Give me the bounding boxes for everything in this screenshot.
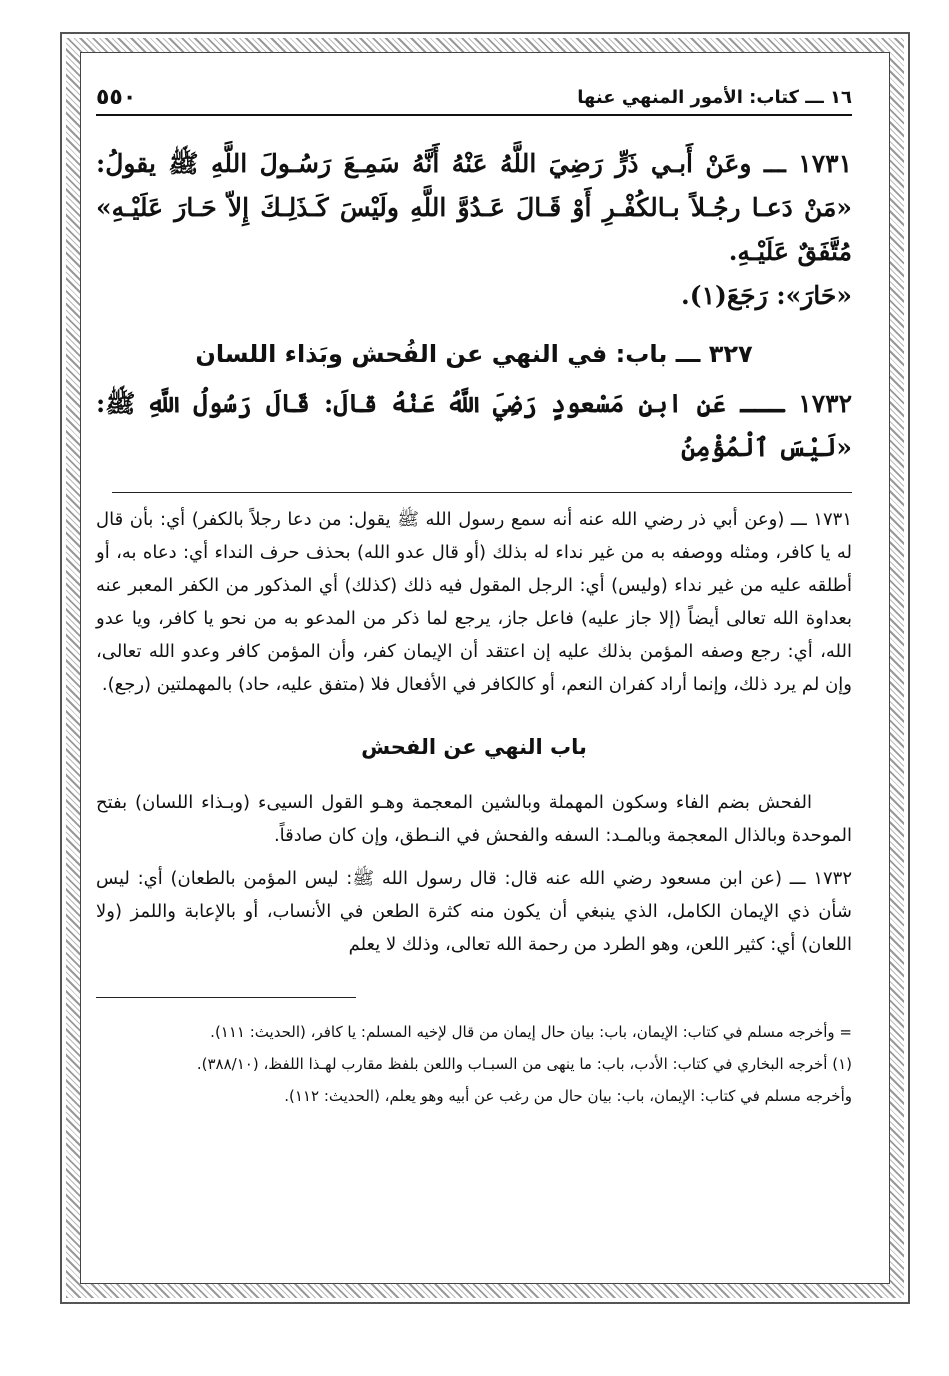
commentary-subheading: باب النهي عن الفحش [361, 735, 587, 759]
chapter-heading-327: ٣٢٧ ـــ باب: في النهي عن الفُحش وبَذاء اللسان [195, 340, 753, 368]
text-commentary-divider [112, 492, 852, 493]
hadith-1732: ١٧٣٢ ـــ عَنِ ابنِ مَسْعودٍ رَضِيَ اللَّهُ عَنْهُ قالَ: قَالَ رَسُولُ اللَّهِ ﷺ: «لَيْسَ ٱلْمُؤْمِنُ [96, 389, 852, 462]
page-number: ٥٥٠ [96, 85, 137, 110]
book-page [96, 66, 852, 1276]
footnote-divider [96, 997, 356, 998]
commentary-1732: ١٧٣٢ ـــ (عن ابن مسعود رضي الله عنه قال: قال رسول الله ﷺ: ليس المؤمن بالطعان) أي: ليس شأن ذي الإيمان الكامل، الذي ينبغي أن يكون منه كثرة الطعن في الأنساب، أو بالإعابة واللمز (ولا اللعان) أي: كثير اللعن، وهو الطرد من رحمة الله تعالى، وذلك لا يعلم [96, 868, 852, 955]
hadith-1731-gloss: «حَارَ»: رَجَعَ(١). [681, 281, 852, 310]
footnote-1-second: وأخرجه مسلم في كتاب: الإيمان، باب: بيان حال من رغب عن أبيه وهو يعلم، (الحديث: ١١٢). [284, 1087, 852, 1105]
commentary-fahsh: الفحش بضم الفاء وسكون المهملة وبالشين المعجمة وهـو القول السيىء (وبـذاء اللسان) بفتح الموحدة وبالذال المعجمة وبالمـد: السفه والفحش في النـطق، وإن كان صادقاً. [96, 792, 852, 846]
commentary-1731: ١٧٣١ ـــ (وعن أبي ذر رضي الله عنه أنه سمع رسول الله ﷺ يقول: من دعا رجلاً بالكفر) أي: بأن قال له يا كافر، ومثله ووصفه به من غير نداء له بذلك (أو قال عدو الله) بحذف حرف النداء أي: دعاه به، أو أطلقه عليه من غير نداء (وليس) أي: الرجل المقول فيه ذلك (كذلك) أي المذكور من الكفر المعبر عنه بعداوة الله تعالى أيضاً (إلا جاز عليه) فاعل جاز، يرجع لما ذكر من المدعو به من نحو يا كافر، ويا عدو الله، أي: رجع وصفه المؤمن بذلك عليه إن اعتقد أن الإيمان كفر، وأن المؤمن كافر وعدو الله تعالى، وإن لم يرد ذلك، وإنما أراد كفران النعم، أو كالكافر في الأفعال فلا (متفق عليه، حاد) بالمهملتين (رجع). [96, 509, 852, 695]
footnote-continuation: = وأخرجه مسلم في كتاب: الإيمان، باب: بيان حال إيمان من قال لإخيه المسلم: يا كافر، (الحديث: ١١١). [210, 1023, 852, 1041]
footnote-1: (١) أخرجه البخاري في كتاب: الأدب، باب: ما ينهى من السبـاب واللعن بلفظ مقارب لهـذا اللفظ، (٣٨٨/١٠). [196, 1055, 852, 1073]
running-header [96, 66, 852, 116]
chapter-title: ١٦ ـــ كتاب: الأمور المنهي عنها [577, 87, 852, 108]
hadith-1731: ١٧٣١ ـــ وعَنْ أَبـي ذَرٍّ رَضِيَ اللَّهُ عَنْهُ أَنَّهُ سَمِـعَ رَسُـولَ اللَّهِ ﷺ يقولُ: «مَنْ دَعـا رجُـلاً بـالكُفْـرِ أَوْ قَـالَ عَـدُوَّ اللَّهِ ولَيْسَ كَـذَلِـكَ إِلاّ حَـارَ عَلَيْـهِ» مُتَّفَقٌ عَلَيْـهِ. [96, 149, 852, 266]
commentary [96, 503, 852, 961]
footnotes [96, 1018, 852, 1110]
main-text [96, 142, 852, 470]
